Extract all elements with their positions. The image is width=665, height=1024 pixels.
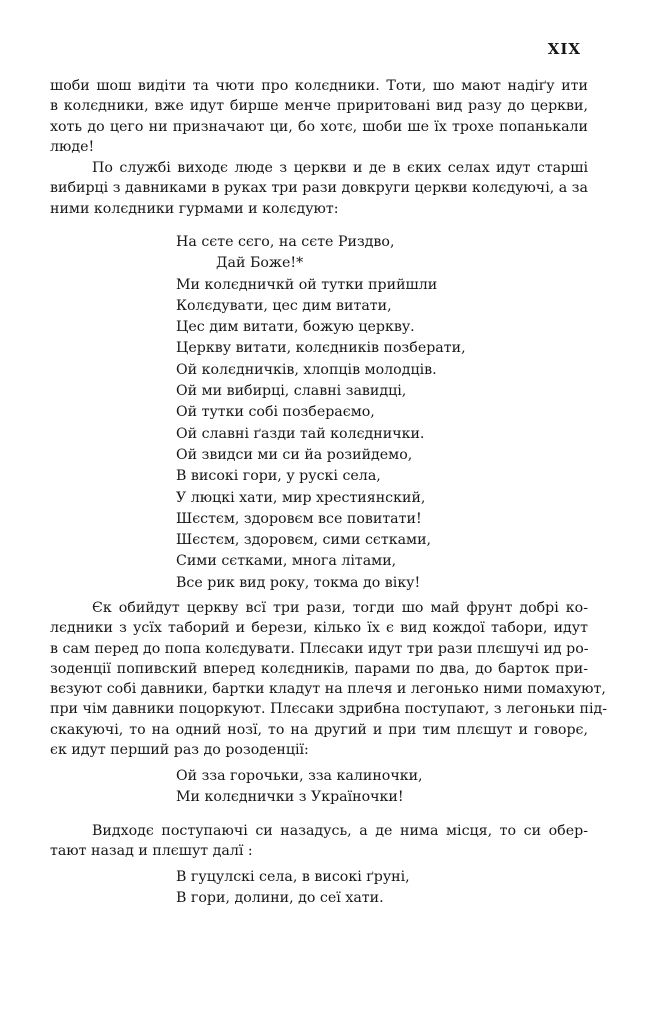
text-line: єк идут перший раз до розоденції:: [50, 742, 309, 759]
text-line: шоби шош видіти та чюти про колєдники. Тоти, шо мают надіґу ити: [50, 78, 588, 94]
verse-line: Ой тутки собі позбераємо,: [176, 404, 375, 421]
text-line: в сам перед до попа колєдувати. Плєсаки идут три рази плєшучі ид ро-: [50, 640, 589, 657]
text-line: зоденції попивский вперед колєдників, парами по два, до барток при-: [50, 660, 588, 677]
verse-line: В високі гори, у рускі села,: [176, 468, 381, 485]
verse-line: В гори, долини, до сеї хати.: [176, 890, 384, 907]
text-line: при чім давники поцоркуют. Плєсаки здрибна поступают, з легоньки під-: [50, 701, 608, 718]
text-line: Видходє поступаючі си назадусь, а де нима місця, то си обер-: [92, 823, 588, 839]
verse-line: Колєдувати, цес дим витати,: [176, 297, 392, 314]
text-line: вибирці з давниками в руках три рази довкруги церкви колєдуючі, а за: [50, 180, 588, 197]
verse-line: Ой славні ґазди тай колєднички.: [176, 425, 425, 442]
text-line: Єк обийдут церкву всї три рази, тогди шо май фрунт добрі ко-: [92, 600, 588, 616]
verse-line: Ой ми вибирці, славні завидці,: [176, 383, 407, 400]
paragraph-4: [50, 821, 588, 862]
verse-line: Дай Боже!*: [216, 255, 304, 272]
verse-line: Ой зза горочьки, зза калиночки,: [176, 768, 423, 784]
verse-3: [176, 867, 410, 910]
text-line: в колєдники, вже идут бирше менче приритовані вид разу до церкви,: [50, 98, 588, 115]
verse-1: [176, 232, 466, 594]
text-line: скакуючі, то на одний нозї, то на другий и при тим плєшут и говорє,: [50, 721, 588, 738]
paragraph-1: [50, 76, 588, 157]
verse-line: У люцкі хати, мир хрестиянский,: [176, 489, 426, 506]
text-line: хоть до цего ни призначают ци, бо хотє, шоби ше їх трохе попанькали: [50, 118, 588, 135]
verse-line: Шєстєм, здоровєм все повитати!: [176, 510, 422, 527]
verse-line: Все рик вид року, токма до віку!: [176, 574, 421, 591]
text-line: По службі виходє люде з церкви и де в єких селах идут старші: [92, 160, 588, 176]
text-line: вєзуют собі давники, бартки кладут на плечя и легонько ними помахуют,: [50, 681, 606, 698]
text-line: ними колєдники гурмами и колєдуют:: [50, 200, 339, 217]
verse-line: Ми колєдничкй ой тутки прийшли: [176, 276, 438, 293]
text-line: тают назад и плєшут далї :: [50, 843, 253, 860]
verse-2: [176, 766, 423, 809]
text-line: люде!: [50, 138, 95, 155]
page-number: XIX: [547, 40, 581, 58]
verse-line: Церкву витати, колєдників позберати,: [176, 340, 466, 357]
paragraph-2: [50, 158, 588, 219]
verse-line: Ой колєдничків, хлопців молодців.: [176, 361, 437, 378]
verse-line: На сєте сєго, на сєте Риздво,: [176, 234, 395, 250]
paragraph-3: [50, 598, 608, 760]
verse-line: Сими сєтками, многа літами,: [176, 553, 397, 570]
verse-line: Цес дим витати, божую церкву.: [176, 319, 415, 336]
verse-line: Шєстєм, здоровєм, сими сєтками,: [176, 532, 432, 549]
verse-line: Ми колєднички з Україночки!: [176, 789, 404, 806]
text-line: лєдники з усїх таборий и берези, кілько їх є вид кождої табори, идут: [50, 620, 588, 637]
verse-line: В гуцулскі села, в високі ґруні,: [176, 869, 410, 885]
verse-line: Ой звидси ми си йа розийдемо,: [176, 446, 413, 463]
